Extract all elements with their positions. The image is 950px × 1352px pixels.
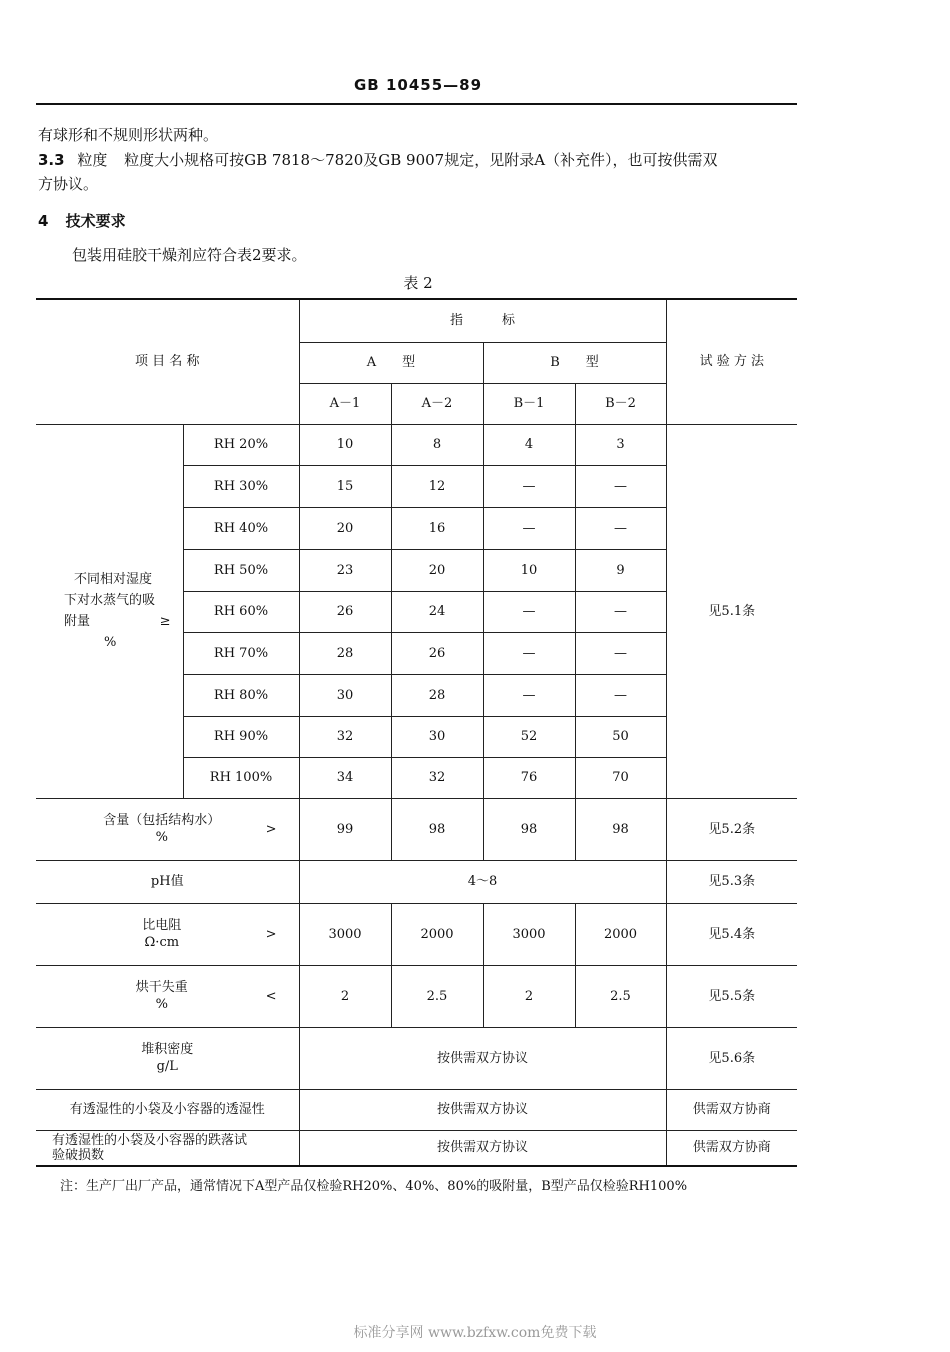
- value-cell: —: [483, 591, 575, 632]
- value-cell: 26: [391, 632, 483, 674]
- value-cell: 99: [299, 798, 391, 860]
- value-cell: 2: [483, 965, 575, 1027]
- table-row: [36, 1130, 797, 1166]
- permeability-value: 按供需双方协议: [299, 1089, 666, 1130]
- table-row: [36, 903, 797, 965]
- rh-label: RH 20%: [183, 424, 299, 465]
- value-cell: 32: [299, 716, 391, 757]
- resistivity-method: 见5.4条: [666, 903, 797, 965]
- content-label: [36, 798, 299, 860]
- section-3-3-title: 粒度: [77, 151, 108, 169]
- header-a1: A－1: [299, 383, 391, 424]
- value-cell: 9: [575, 549, 666, 591]
- drying-loss-method: 见5.5条: [666, 965, 797, 1027]
- permeability-label: 有透湿性的小袋及小容器的透湿性: [36, 1089, 299, 1130]
- value-cell: —: [575, 507, 666, 549]
- content-method: 见5.2条: [666, 798, 797, 860]
- rh-label: RH 70%: [183, 632, 299, 674]
- adsorption-label-line3: 附量 ≥: [64, 614, 171, 629]
- value-cell: 2.5: [575, 965, 666, 1027]
- value-cell: 34: [299, 757, 391, 798]
- section-4-heading: [38, 210, 126, 232]
- section-3-3: [38, 149, 718, 171]
- value-cell: 23: [299, 549, 391, 591]
- header-b1: B－1: [483, 383, 575, 424]
- adsorption-label-line1: 不同相对湿度: [74, 572, 153, 587]
- value-cell: —: [575, 591, 666, 632]
- section-4-number: 4: [38, 212, 49, 230]
- value-cell: 28: [391, 674, 483, 716]
- drying-loss-label-text: 烘干失重: [135, 980, 188, 995]
- drop-test-method: 供需双方协商: [666, 1130, 797, 1166]
- section-3-3-continuation: 方协议。: [38, 175, 99, 193]
- content-symbol: >: [265, 821, 277, 837]
- ph-method: 见5.3条: [666, 860, 797, 903]
- header-b2: B－2: [575, 383, 666, 424]
- resistivity-label-unit: Ω·cm: [144, 935, 180, 950]
- value-cell: —: [575, 674, 666, 716]
- rh-label: RH 100%: [183, 757, 299, 798]
- header-index: 指 标: [299, 299, 666, 342]
- rh-label: RH 40%: [183, 507, 299, 549]
- section-4-text: 包装用硅胶干燥剂应符合表2要求。: [72, 246, 307, 264]
- header-type-b: B 型: [483, 342, 666, 383]
- table-row: [36, 798, 797, 860]
- bulk-density-label-unit: g/L: [156, 1059, 178, 1074]
- value-cell: 76: [483, 757, 575, 798]
- value-cell: 28: [299, 632, 391, 674]
- value-cell: 4: [483, 424, 575, 465]
- resistivity-label: [36, 903, 299, 965]
- drying-loss-label: [36, 965, 299, 1027]
- value-cell: 16: [391, 507, 483, 549]
- table-caption: 表 2: [403, 274, 433, 292]
- value-cell: 10: [483, 549, 575, 591]
- value-cell: —: [483, 632, 575, 674]
- rh-label: RH 30%: [183, 465, 299, 507]
- value-cell: 12: [391, 465, 483, 507]
- section-3-3-text: 粒度大小规格可按GB 7818～7820及GB 9007规定，见附录A（补充件），也可按供需双: [124, 151, 718, 169]
- value-cell: —: [575, 465, 666, 507]
- adsorption-method: 见5.1条: [666, 424, 797, 798]
- adsorption-label: [36, 424, 183, 798]
- rh-label: RH 90%: [183, 716, 299, 757]
- bulk-density-method: 见5.6条: [666, 1027, 797, 1089]
- value-cell: —: [483, 674, 575, 716]
- ph-label: pH值: [36, 860, 299, 903]
- header-type-a: A 型: [299, 342, 483, 383]
- value-cell: 20: [299, 507, 391, 549]
- ph-value: 4～8: [299, 860, 666, 903]
- value-cell: 3000: [483, 903, 575, 965]
- value-cell: 52: [483, 716, 575, 757]
- watermark-footer: 标准分享网 www.bzfxw.com免费下载: [353, 1325, 597, 1341]
- value-cell: 32: [391, 757, 483, 798]
- bulk-density-label-text: 堆积密度: [141, 1042, 194, 1057]
- requirements-table: [36, 298, 797, 1167]
- value-cell: 3: [575, 424, 666, 465]
- header-test-method: 试 验 方 法: [666, 299, 797, 424]
- paragraph-shape: 有球形和不规则形状两种。: [38, 126, 219, 144]
- value-cell: —: [483, 507, 575, 549]
- table-row: [36, 424, 797, 465]
- drying-loss-symbol: <: [265, 988, 277, 1004]
- value-cell: 98: [575, 798, 666, 860]
- table-row: [36, 965, 797, 1027]
- table-row: [36, 1089, 797, 1130]
- value-cell: 26: [299, 591, 391, 632]
- drop-test-label-line2: 验破损数: [52, 1147, 105, 1163]
- standard-code-header: GB 10455—89: [353, 76, 483, 94]
- table-row: [36, 1027, 797, 1089]
- rh-label: RH 80%: [183, 674, 299, 716]
- value-cell: 15: [299, 465, 391, 507]
- drop-test-label: [36, 1130, 299, 1166]
- value-cell: 30: [391, 716, 483, 757]
- value-cell: 8: [391, 424, 483, 465]
- content-label-text: 含量（包括结构水）: [103, 813, 221, 828]
- value-cell: 98: [391, 798, 483, 860]
- header-rule: [36, 103, 797, 105]
- resistivity-label-text: 比电阻: [142, 918, 182, 933]
- value-cell: 3000: [299, 903, 391, 965]
- value-cell: 10: [299, 424, 391, 465]
- value-cell: 24: [391, 591, 483, 632]
- drop-test-value: 按供需双方协议: [299, 1130, 666, 1166]
- rh-label: RH 60%: [183, 591, 299, 632]
- value-cell: 30: [299, 674, 391, 716]
- value-cell: 50: [575, 716, 666, 757]
- value-cell: 98: [483, 798, 575, 860]
- section-3-3-number: 3.3: [38, 151, 65, 169]
- header-item-name: 项 目 名 称: [36, 299, 299, 424]
- drop-test-label-line1: 有透湿性的小袋及小容器的跌落试: [52, 1132, 248, 1148]
- value-cell: 70: [575, 757, 666, 798]
- section-4-title: 技术要求: [65, 212, 126, 230]
- resistivity-symbol: >: [265, 926, 277, 942]
- drying-loss-label-unit: %: [155, 997, 168, 1012]
- value-cell: 2: [299, 965, 391, 1027]
- bulk-density-label: [36, 1027, 299, 1089]
- value-cell: 2000: [391, 903, 483, 965]
- adsorption-label-line2: 下对水蒸气的吸: [64, 593, 156, 608]
- content-label-unit: %: [155, 830, 168, 845]
- value-cell: —: [575, 632, 666, 674]
- value-cell: 2.5: [391, 965, 483, 1027]
- table-note: 注：生产厂出厂产品，通常情况下A型产品仅检验RH20%、40%、80%的吸附量，B型产品仅检验RH100%: [60, 1179, 688, 1194]
- value-cell: 20: [391, 549, 483, 591]
- rh-label: RH 50%: [183, 549, 299, 591]
- value-cell: —: [483, 465, 575, 507]
- header-a2: A－2: [391, 383, 483, 424]
- permeability-method: 供需双方协商: [666, 1089, 797, 1130]
- bulk-density-value: 按供需双方协议: [299, 1027, 666, 1089]
- table-row: [36, 860, 797, 903]
- value-cell: 2000: [575, 903, 666, 965]
- adsorption-label-unit: %: [104, 635, 117, 650]
